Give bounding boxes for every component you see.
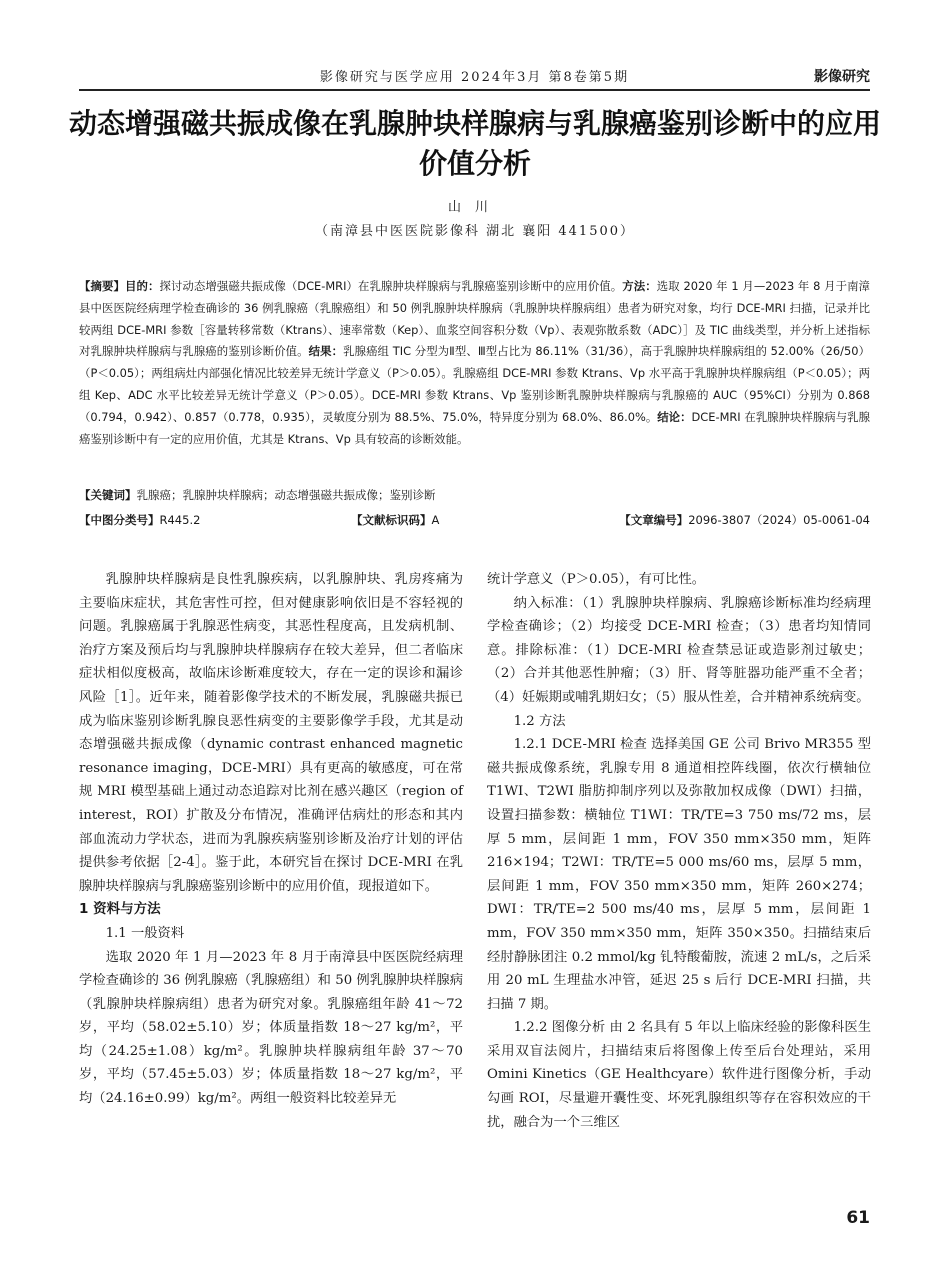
- affiliation: （南漳县中医医院影像科 湖北 襄阳 441500）: [314, 224, 636, 239]
- image-analysis-paragraph: 1.2.2 图像分析 由 2 名具有 5 年以上临床经验的影像科医生采用双盲法阅片，扫描结束后将图像上传至后台处理站，采用 Omini Kinetics（GE Healthcyare）软件进行图像分析，手动勾画 ROI，尽量避开囊性变、坏死乳腺组织等存在容积效应的干扰，融合为一个三维区: [487, 1020, 871, 1130]
- section-1-heading: 1 资料与方法: [79, 901, 161, 918]
- author: 山川: [447, 200, 502, 215]
- left-column: [79, 568, 463, 1111]
- right-column: [487, 568, 871, 1134]
- clc-value: R445.2: [159, 513, 201, 527]
- keywords: [79, 487, 870, 503]
- article-value: 2096-3807（2024）05-0061-04: [688, 513, 870, 527]
- criteria-paragraph: 纳入标准：（1）乳腺肿块样腺病、乳腺癌诊断标准均经病理学检查确诊；（2）均接受 DCE-MRI 检查；（3）患者均知情同意。排除标准：（1）DCE-MRI 检查禁忌证或造影剂过敏史；（2）合并其他恶性肿瘤；（3）肝、肾等脏器功能严重不全者；（4）妊娠期或哺乳期妇女；（5）服从性差，合并精神系统病变。: [487, 595, 871, 705]
- doc-code: [351, 512, 439, 528]
- abstract: [79, 276, 870, 450]
- clc-code: [79, 512, 200, 528]
- general-data-paragraph: 选取 2020 年 1 月—2023 年 8 月于南漳县中医医院经病理学检查确诊的 36 例乳腺癌（乳腺癌组）和 50 例乳腺肿块样腺病（乳腺肿块样腺病组）患者为研究对象。乳腺癌组年龄 41～72 岁，平均（58.02±5.10）岁；体质量指数 18～27 kg/m²，平均（24.25±1.08）kg/m²。乳腺肿块样腺病组年龄 37～70 岁，平均（57.45±5.03）岁；体质量指数 18～27 kg/m²，平均（24.16±0.99）kg/m²。两组一般资料比较差异无: [79, 949, 463, 1107]
- classification-row: [79, 512, 870, 532]
- results-text: 乳腺癌组 TIC 分型为Ⅱ型、Ⅲ型占比为 86.11%（31/36），高于乳腺肿块样腺病组的 52.00%（26/50）（P＜0.05）；两组病灶内部强化情况比较差异无统计学意义（P＞0.05）。乳腺癌组 DCE-MRI 参数 Ktrans、Vp 水平高于乳腺肿块样腺病组（P＜0.05）；两组 Kep、ADC 水平比较差异无统计学意义（P＞0.05）。DCE-MRI 参数 Ktrans、Vp 鉴别诊断乳腺肿块样腺病与乳腺癌的 AUC（95%CI）分别为 0.868（0.794，0.942）、0.857（0.778，0.935），灵敏度分别为 88.5%、75.0%，特异度分别为 68.0%、86.0%。: [79, 344, 871, 424]
- methods-label: 方法：: [622, 279, 657, 293]
- article-label: 【文章编号】: [619, 513, 689, 527]
- objective-text: 探讨动态增强磁共振成像（DCE-MRI）在乳腺肿块样腺病与乳腺癌鉴别诊断中的应用价值。: [159, 279, 623, 293]
- doc-value: A: [431, 513, 440, 527]
- intro-paragraph: 乳腺肿块样腺病是良性乳腺疾病，以乳腺肿块、乳房疼痛为主要临床症状，其危害性可控，但对健康影响依旧是不容轻视的问题。乳腺癌属于乳腺恶性病变，其恶性程度高，且发病机制、治疗方案及预后均与乳腺肿块样腺病存在较大差异，但二者临床症状相似度极高，故临床诊断难度较大，存在一定的误诊和漏诊风险［1］。近年来，随着影像学技术的不断发展，乳腺磁共振已成为临床鉴别诊断乳腺良恶性病变的主要影像学手段，尤其是动态增强磁共振成像（dynamic contrast enhanced magnetic resonance imaging，DCE-MRI）具有更高的敏感度，可在常规 MRI 模型基础上通过动态追踪对比剂在感兴趣区（region of interest，ROI）扩散及分布情况，准确评估病灶的形态和其内部血流动力学状态，进而为乳腺疾病鉴别诊断及治疗计划的评估提供参考依据［2-4］。鉴于此，本研究旨在探讨 DCE-MRI 在乳腺肿块样腺病与乳腺癌鉴别诊断中的应用价值，现报道如下。: [79, 572, 463, 894]
- conclusion-text: DCE-MRI 在乳腺肿块样腺病与乳腺癌鉴别诊断中有一定的应用价值，尤其是 Ktrans、Vp 具有较高的诊断效能。: [79, 409, 870, 446]
- abstract-label: 【摘要】: [79, 279, 125, 293]
- dce-mri-paragraph: 1.2.1 DCE-MRI 检查 选择美国 GE 公司 Brivo MR355 型磁共振成像系统，乳腺专用 8 通道相控阵线圈，依次行横轴位 T1WI、T2WI 脂肪抑制序列以及弥散加权成像（DWI）扫描，设置扫描参数：横轴位 T1WI：TR/TE=3 750 ms/72 ms，层厚 5 mm，层间距 1 mm，FOV 350 mm×350 mm，矩阵 216×194；T2WI：TR/TE=5 000 ms/60 ms，层厚 5 mm，层间距 1 mm，FOV 350 mm×350 mm，矩阵 260×274；DWI：TR/TE=2 500 ms/40 ms，层厚 5 mm，层间距 1 mm，FOV 350 mm×350 mm，矩阵 350×350。扫描结束后经肘静脉团注 0.2 mmol/kg 钆特酸葡胺，流速 2 mL/s，之后采用 20 mL 生理盐水冲管，延迟 25 s 后行 DCE-MRI 扫描，共扫描 7 期。: [487, 737, 871, 1012]
- journal-info: 影像研究与医学应用 2024年3月 第8卷第5期: [319, 70, 630, 85]
- article-title: 动态增强磁共振成像在乳腺肿块样腺病与乳腺癌鉴别诊断中的应用价值分析: [68, 107, 881, 180]
- doc-label: 【文献标识码】: [351, 513, 432, 527]
- clc-label: 【中图分类号】: [79, 513, 160, 527]
- header-rule: [79, 89, 870, 91]
- keywords-text: 乳腺癌；乳腺肿块样腺病；动态增强磁共振成像；鉴别诊断: [136, 488, 436, 502]
- running-header: [79, 66, 870, 90]
- section-label: 影像研究: [814, 69, 870, 85]
- objective-label: 目的：: [124, 279, 160, 293]
- conclusion-label: 结论：: [657, 409, 692, 424]
- section-1-1-heading: 1.1 一般资料: [105, 925, 185, 941]
- section-1-2-heading: 1.2 方法: [513, 713, 566, 729]
- keywords-label: 【关键词】: [79, 488, 137, 502]
- results-label: 结果：: [308, 344, 344, 359]
- article-code: [619, 512, 870, 528]
- methods-text: 选取 2020 年 1 月—2023 年 8 月于南漳县中医医院经病理学检查确诊的 36 例乳腺癌（乳腺癌组）和 50 例乳腺肿块样腺病（乳腺肿块样腺病组）患者为研究对象，均行 DCE-MRI 扫描，记录并比较两组 DCE-MRI 参数［容量转移常数（Ktrans）、速率常数（Kep）、血浆空间容积分数（Vp）、表观弥散系数（ADC）］及 TIC 曲线类型，并分析上述指标对乳腺肿块样腺病与乳腺癌的鉴别诊断价值。: [79, 279, 870, 359]
- page-number: 61: [846, 1208, 870, 1228]
- general-data-continued: 统计学意义（P＞0.05），有可比性。: [487, 572, 706, 587]
